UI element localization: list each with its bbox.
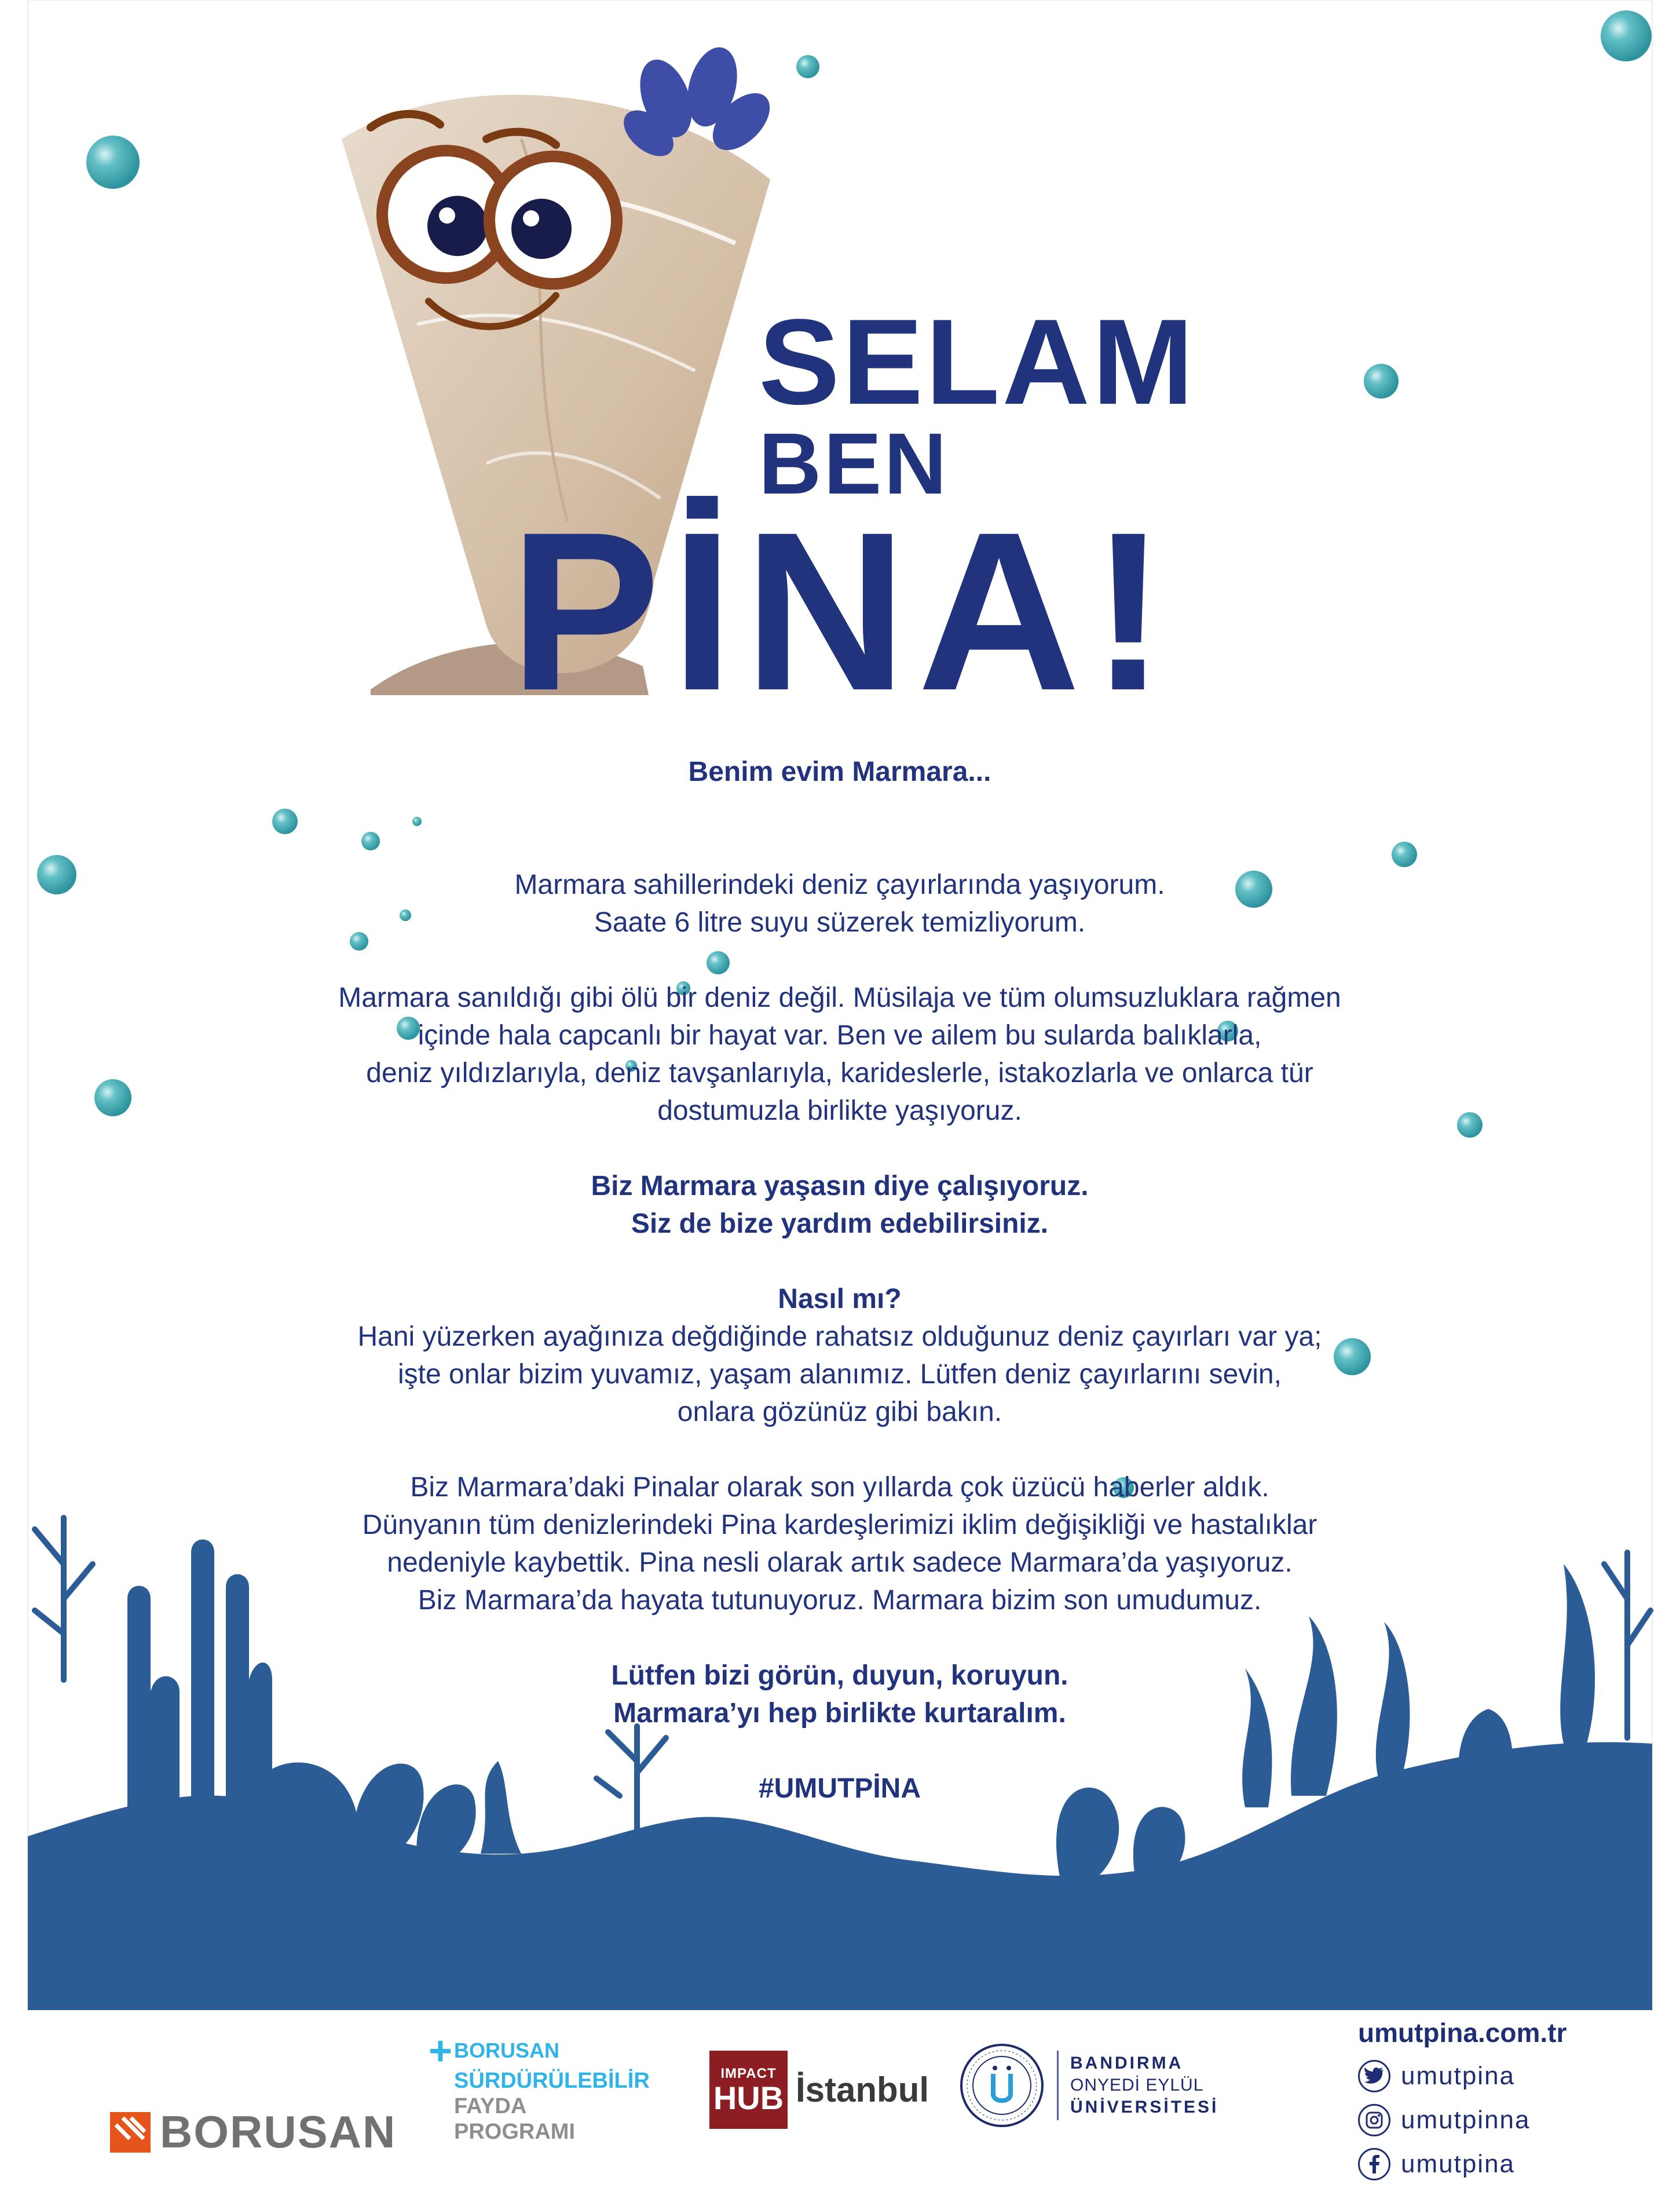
social-row-instagram[interactable] <box>1358 2098 1601 2142</box>
twitter-icon <box>1358 2060 1390 2092</box>
body-line: Saate 6 litre suyu süzerek temizliyorum. <box>594 907 1086 938</box>
title-line-selam: SELAM <box>759 294 1196 430</box>
social-row-twitter[interactable] <box>1358 2054 1601 2098</box>
body-line: nedeniyle kaybettik. Pina nesli olarak artık sadece Marmara’da yaşıyoruz. <box>387 1547 1293 1578</box>
hub-label: HUB <box>713 2079 784 2116</box>
social-row-facebook[interactable] <box>1358 2142 1601 2186</box>
body-line: Biz Marmara’daki Pinalar olarak son yıllarda çok üzücü haberler aldık. <box>410 1472 1269 1503</box>
plus-icon: + <box>429 2028 452 2073</box>
body-line-bold: Marmara’yı hep birlikte kurtaralım. <box>613 1698 1066 1729</box>
body-text <box>174 753 1506 1807</box>
sfp-line: SÜRDÜRÜLEBİLİR <box>454 2069 650 2093</box>
bandirma-university-logo <box>958 2042 1218 2129</box>
twitter-handle: umutpina <box>1401 2062 1516 2090</box>
university-line: ONYEDİ EYLÜL <box>1070 2076 1204 2095</box>
sfp-logo <box>429 2028 650 2144</box>
sfp-line: PROGRAMI <box>454 2120 575 2144</box>
body-line: dostumuzla birlikte yaşıyoruz. <box>657 1095 1022 1126</box>
university-line: BANDIRMA <box>1070 2054 1184 2073</box>
body-line: içinde hala capcanlı bir hayat var. Ben ve ailem bu sularda balıklarla, <box>418 1020 1262 1051</box>
body-line-bold: Siz de bize yardım edebilirsiniz. <box>631 1208 1049 1239</box>
website-link[interactable]: umutpina.com.tr <box>1358 2018 1567 2048</box>
intro-line: Benim evim Marmara... <box>688 757 991 787</box>
body-line: Dünyanın tüm denizlerindeki Pina kardeşlerimizi iklim değişikliği ve hastalıklar <box>362 1510 1317 1540</box>
facebook-icon <box>1358 2148 1390 2180</box>
body-line: onlara gözünüz gibi bakın. <box>677 1397 1002 1427</box>
footer <box>0 2010 1680 2203</box>
university-seal-icon <box>958 2042 1045 2129</box>
section-heading: Nasıl mı? <box>778 1284 902 1314</box>
sfp-line: FAYDA <box>454 2094 527 2118</box>
impact-hub-box <box>709 2051 788 2129</box>
logo-divider <box>1057 2051 1059 2120</box>
body-line: Marmara sanıldığı gibi ölü bir deniz değil. Müsilaja ve tüm olumsuzluklara rağmen <box>338 982 1341 1013</box>
body-line: deniz yıldızlarıyla, deniz tavşanlarıyla, karideslerle, istakozlarla ve onlarca tür <box>366 1058 1313 1088</box>
instagram-icon <box>1358 2104 1390 2136</box>
social-block <box>1358 2017 1601 2186</box>
body-line: işte onlar bizim yuvamız, yaşam alanımız. Lütfen deniz çayırlarını sevin, <box>398 1359 1282 1390</box>
body-line: Biz Marmara’da hayata tutunuyoruz. Marmara bizim son umudumuz. <box>418 1585 1262 1616</box>
title-line-ben: BEN <box>759 415 949 512</box>
facebook-handle: umutpina <box>1401 2150 1516 2178</box>
body-line: Hani yüzerken ayağınıza değdiğinde rahatsız olduğunuz deniz çayırları var ya; <box>357 1321 1322 1352</box>
impact-hub-logo <box>709 2051 929 2129</box>
university-line: ÜNİVERSİTESİ <box>1070 2098 1219 2117</box>
borusan-logo <box>110 2106 396 2158</box>
borusan-mark-icon <box>110 2112 151 2153</box>
impact-hub-city: İstanbul <box>796 2070 929 2109</box>
body-line: Marmara sahillerindeki deniz çayırlarında yaşıyorum. <box>514 869 1165 900</box>
body-line-bold: Lütfen bizi görün, duyun, koruyun. <box>611 1660 1068 1691</box>
instagram-handle: umutpinna <box>1401 2106 1531 2134</box>
sfp-brand: BORUSAN <box>454 2038 560 2062</box>
hashtag[interactable]: #UMUTPİNA <box>758 1773 921 1804</box>
impact-label: IMPACT <box>720 2065 777 2081</box>
body-line-bold: Biz Marmara yaşasın diye çalışıyoruz. <box>591 1171 1089 1201</box>
title-line-pina: PİNA! <box>510 485 1177 737</box>
borusan-wordmark: BORUSAN <box>160 2106 397 2157</box>
